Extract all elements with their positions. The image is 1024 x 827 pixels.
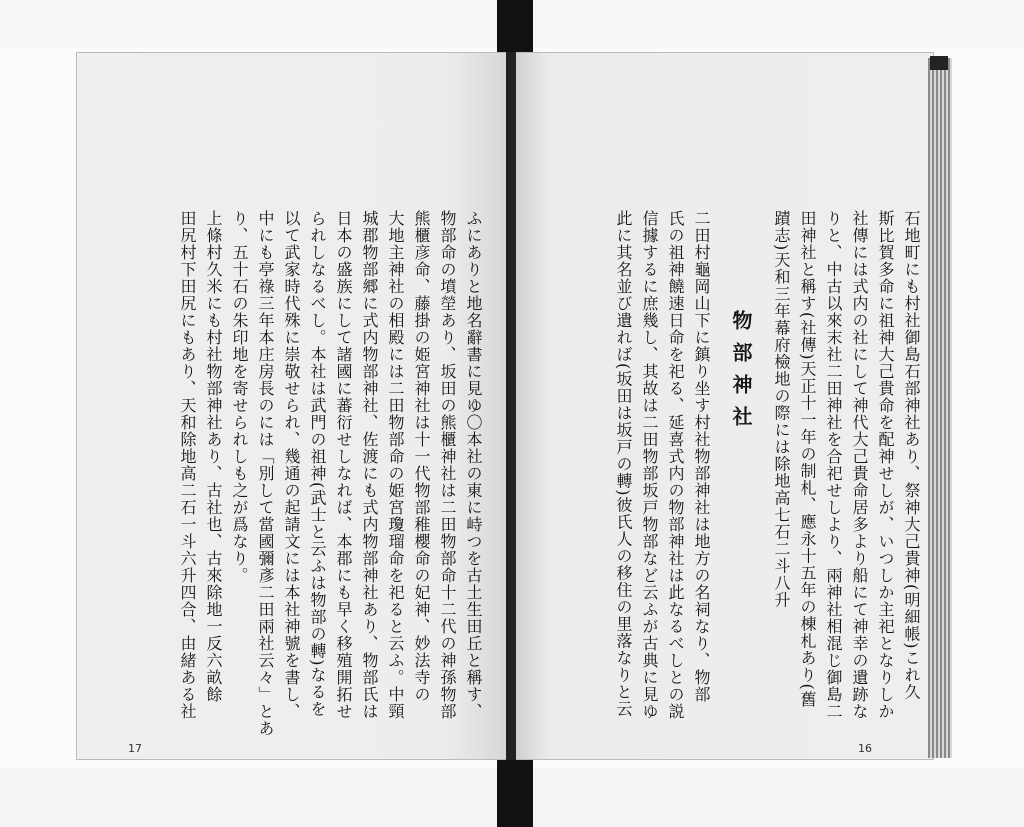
text-line: 以て武家時代殊に崇敬せられ、幾通の起請文には本社神號を書し、: [282, 210, 301, 720]
section-gap: [714, 210, 728, 740]
text-line: られしなるべし。本社は武門の祖神(武士と云ふは物部の轉)なるを: [308, 210, 327, 718]
text-line: 日本の盛族にして諸國に蕃衍せしなれば、本郡にも早く移殖開拓せ: [334, 210, 353, 720]
text-line: 氏の祖神饒速日命を祀る、延喜式内の物部神社は此なるべしとの説: [666, 210, 685, 720]
section-gap: [754, 210, 768, 740]
text-line: 熊櫃彦命、藤掛の姫宮神社は十一代物部稚櫻命の妃神、妙法寺の: [412, 210, 431, 703]
right-page-text: [540, 210, 924, 740]
text-line: 斯比賀多命に祖神大己貴命を配神せしが、いつしか主祀となりしか: [876, 210, 895, 720]
text-line: 中にも亭祿三年本庄房長のには「別して當國彌彥二田兩社云々」とあ: [256, 210, 275, 737]
text-line: 信據するに庶幾し、其故は二田物部坂戸物部など云ふが古典に見ゆ: [640, 210, 659, 720]
text-line: 大地主神社の相殿には二田物部命の姫宮瓊瑠命を祀ると云ふ。中頸: [386, 210, 405, 720]
text-line: 石地町にも村社御島石部神社あり、祭神大己貴神(明細帳)これ久: [902, 210, 921, 701]
page-edges: [928, 58, 952, 758]
section-title: 物部神社: [729, 310, 753, 438]
text-line: 社傳には式内の社にして神代大己貴命居多より船にて神幸の遺跡な: [850, 210, 869, 720]
text-line: 城郡物部郷に式内物部神社、佐渡にも式内物部神社あり、物部氏は: [360, 210, 379, 720]
left-page-text: [140, 210, 486, 740]
text-line: 上條村久米にも村社物部神社あり、古社也、古來除地一反六畝餘: [204, 210, 223, 703]
text-line: 物部命の墳塋あり、坂田の熊櫃神社は二田物部命十二代の神孫物部: [438, 210, 457, 720]
text-line: ふにありと地名辭書に見ゆ〇本社の東に峙つを古土生田丘と稱す、: [464, 210, 483, 720]
text-line: りと、中古以來末社二田神社を合祀せしより、兩神社相混じ御島二: [824, 210, 843, 720]
page-edges-shadow: [930, 56, 948, 70]
text-line: 二田村龜岡山下に鎮り坐す村社物部神社は地方の名祠なり、物部: [692, 210, 711, 703]
page-number-left: 17: [128, 742, 142, 755]
binding-strip-top: [497, 0, 533, 52]
text-line: 田尻村下田尻にもあり、天和除地高二石一斗六升四合、由緒ある社: [178, 210, 197, 720]
text-line: 蹟志)天和三年幕府檢地の際には除地高七石二斗八升: [772, 210, 791, 609]
binding-strip-bottom: [497, 755, 533, 827]
text-line: 此に其名並び遺れば(坂田は坂戸の轉)彼氏人の移住の里落なりと云: [614, 210, 633, 718]
book-gutter: [506, 52, 516, 760]
page-number-right: 16: [858, 742, 872, 755]
text-line: 田神社と稱す(社傳)天正十一年の制札、應永十五年の棟札あり(舊: [798, 210, 817, 708]
text-line: り、五十石の朱印地を寄せられしも之が爲なり。: [230, 210, 249, 584]
